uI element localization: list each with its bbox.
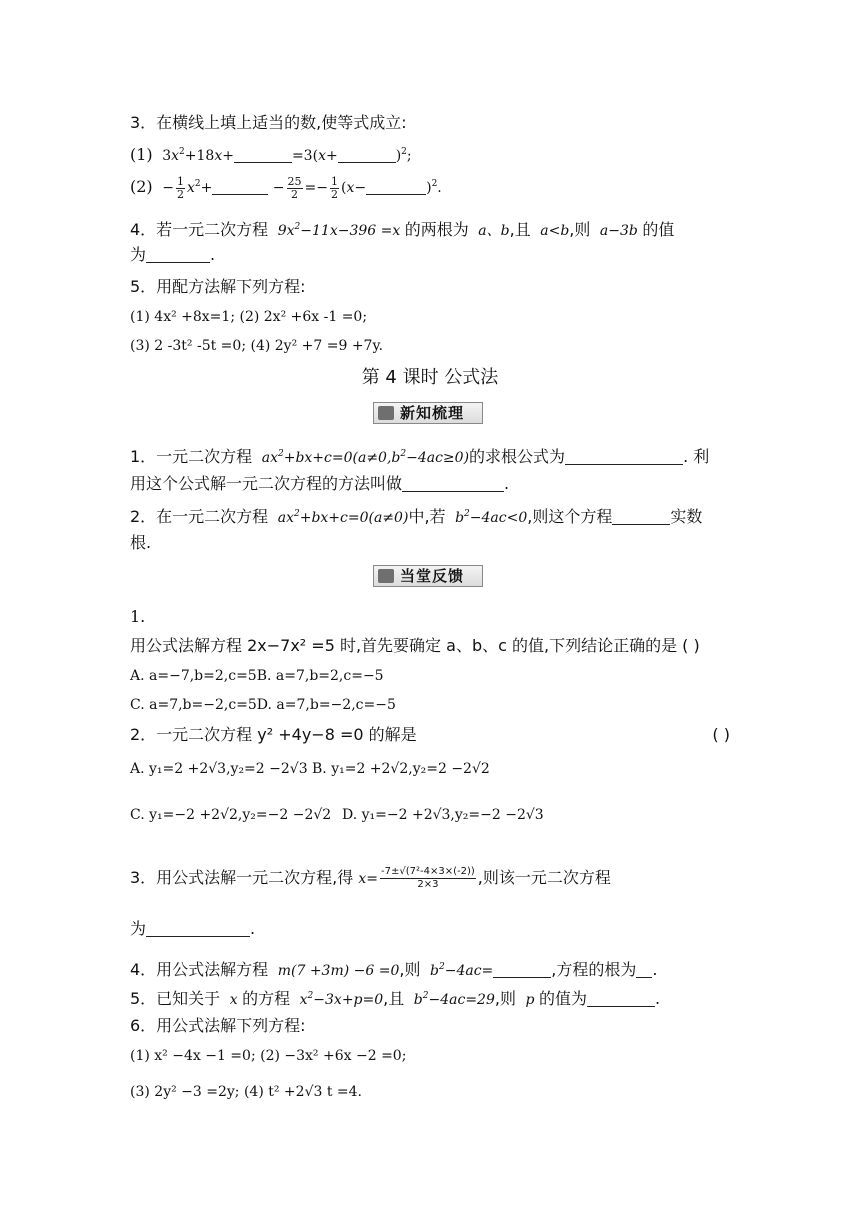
answer-blank[interactable] (402, 475, 504, 492)
answer-blank[interactable] (366, 178, 426, 195)
answer-blank[interactable] (146, 920, 250, 937)
f3-line2: 为 . (130, 919, 256, 938)
f2-option-c: C. y₁=−2 +2√2,y₂=−2 −2√2 (130, 807, 332, 823)
f2-option-a: A. y₁=2 +2√3,y₂=2 −2√3 (130, 761, 308, 777)
k1-line1: 1．一元二次方程 $ax^2+bx+c=0(a\ne 0,b^2-4ac\ge 0)$的求根公式为 . 利 (130, 447, 710, 466)
q4-line2: 为 . (130, 245, 216, 264)
feedback-banner: 当堂反馈 (373, 565, 483, 587)
f6-items-1: (1) x² −4x −1 =0; (2) −3x² +6x −2 =0; (130, 1048, 407, 1064)
f1-question: 用公式法解方程 2x−7x² =5 时,首先要确定 a、b、c 的值,下列结论正确的是 ( ) (130, 636, 700, 655)
answer-blank[interactable] (234, 146, 292, 163)
answer-blank[interactable] (493, 961, 551, 978)
k2-line1: 2．在一元二次方程 $ax^2+bx+c=0(a\ne 0)$中,若 $b^2-4ac<0$,则这个方程 实数 (130, 507, 703, 526)
k2-line2: 根. (130, 533, 152, 552)
answer-blank[interactable] (636, 961, 652, 978)
f1-options-ab: A. a=−7,b=2,c=5B. a=7,b=2,c=−5 (130, 668, 384, 684)
answer-blank[interactable] (612, 508, 670, 525)
f2-answer-paren[interactable]: ( ) (712, 725, 730, 744)
answer-blank[interactable] (587, 990, 655, 1007)
new-knowledge-banner: 新知梳理 (373, 402, 483, 424)
f5-line: 5．已知关于 x 的方程 $x^2-3x+p=0$,且 $b^2-4ac=29$,则 p 的值为 . (130, 989, 661, 1008)
q3-part2: (2) − $\frac{1}{2}$ $x^2+$ − $\frac{25}{2}$ =− $\frac{1}{2}$ $(x- )^2$. (130, 174, 442, 201)
q5-intro: 5．用配方法解下列方程: (130, 277, 306, 296)
f3-line1: 3．用公式法解一元二次方程,得 x= $\frac{\text{-7±√(7²-4×3×(-2))}}{2\times 3}$ ,则该一元二次方程 (130, 866, 611, 890)
k1-line2: 用这个公式解一元二次方程的方法叫做 . (130, 474, 510, 493)
q5-items-1: (1) 4x² +8x=1; (2) 2x² +6x -1 =0; (130, 309, 368, 325)
answer-blank[interactable] (146, 246, 210, 263)
q4-line1: 4．若一元二次方程 $9x^2-11x-396 =x$ 的两根为 a、b,且 a<b,则 a−3b 的值 (130, 220, 675, 239)
f2-option-d: D. y₁=−2 +2√3,y₂=−2 −2√3 (342, 807, 544, 823)
f2-question: 2．一元二次方程 y² +4y−8 =0 的解是 (130, 725, 417, 744)
q5-items-2: (3) 2 -3t² -5t =0; (4) 2y² +7 =9 +7y. (130, 338, 383, 354)
lesson-title: 第 4 课时 公式法 (361, 367, 499, 388)
answer-blank[interactable] (338, 146, 396, 163)
f4-line: 4．用公式法解方程 m(7 +3m) −6 =0,则 $b^2-4ac=$ ,方程的根为 . (130, 960, 658, 979)
f1-options-cd: C. a=7,b=−2,c=5D. a=7,b=−2,c=−5 (130, 697, 396, 713)
answer-blank[interactable] (212, 178, 268, 195)
f1-number: 1. (130, 607, 146, 626)
f2-option-b: B. y₁=2 +2√2,y₂=2 −2√2 (312, 761, 490, 777)
answer-blank[interactable] (565, 448, 683, 465)
q3-intro: 3．在横线上填上适当的数,使等式成立: (130, 113, 407, 132)
q3-part1: (1) $3x^2+18x+ =3(x+ )^2$; (130, 145, 412, 164)
pen-icon (378, 569, 394, 583)
f6-intro: 6．用公式法解下列方程: (130, 1016, 306, 1035)
book-icon (378, 406, 394, 420)
f6-items-2: (3) 2y² −3 =2y; (4) t² +2√3 t =4. (130, 1084, 363, 1100)
